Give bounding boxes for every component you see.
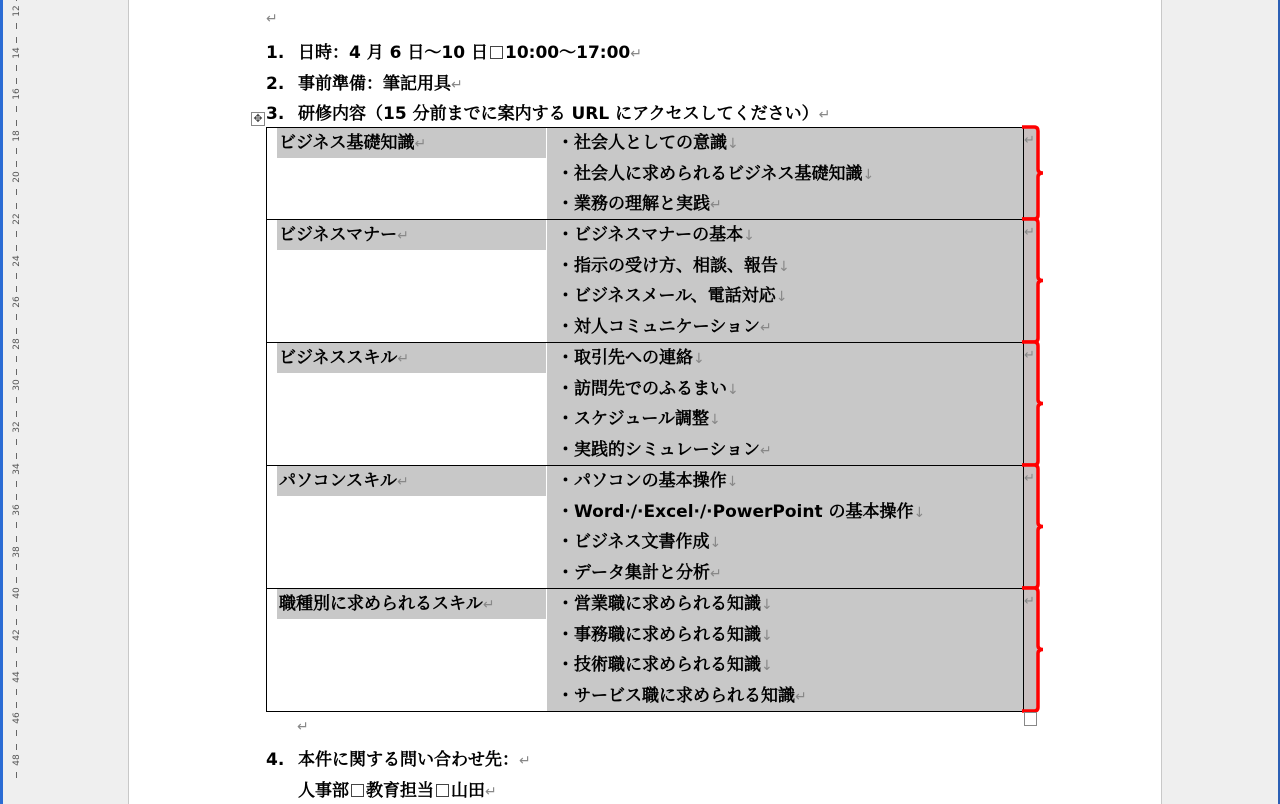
paragraph-mark: ↵ [482, 597, 495, 613]
list-number: 1. [266, 43, 285, 63]
list-text: 事前準備：筆記用具 [298, 74, 451, 94]
row-end-mark: ↵ [1024, 471, 1035, 486]
ruler-label: 18 [12, 130, 22, 142]
ruler-label: 24 [12, 254, 22, 267]
line-break-mark: ↓ [726, 474, 739, 490]
topic-text: Word·/·Excel·/·PowerPoint の基本操作 [574, 501, 914, 522]
list-text: 研修内容（15 分前までに案内する URL にアクセスしてください） [298, 104, 819, 124]
paragraph-mark: ↵ [710, 197, 722, 214]
category-label [277, 589, 546, 619]
category-cell[interactable] [267, 343, 548, 465]
topic-text: サービス職に求められる知識 [574, 686, 795, 707]
topic-text: 業務の理解と実践 [574, 194, 710, 215]
list-item-1 [266, 38, 642, 63]
list-number: 4. [266, 750, 285, 770]
ruler-label: 12 [12, 5, 22, 17]
line-break-mark: ↓ [693, 351, 705, 367]
paragraph-mark: ↵ [519, 753, 531, 769]
bullet: ・ [557, 163, 574, 184]
ruler-label: 42 [12, 629, 22, 641]
bullet: ・ [557, 563, 574, 584]
empty-paragraph [297, 716, 309, 736]
department: 人事部 [298, 781, 349, 801]
topic-item [547, 220, 1023, 251]
ruler-mark [16, 730, 17, 736]
category-cell[interactable] [267, 220, 548, 342]
category-text: パソコンスキル [279, 471, 397, 491]
bullet: ・ [557, 532, 574, 553]
ruler-label: 20 [12, 171, 22, 184]
full-width-space [436, 784, 449, 797]
paragraph-mark: ↵ [759, 443, 772, 460]
ruler-label: 28 [12, 338, 22, 350]
ruler-mark [16, 661, 17, 667]
ruler-label: 46 [12, 712, 22, 724]
category-text: ビジネス基礎知識 [279, 133, 415, 153]
row-end-mark: ↵ [1024, 225, 1035, 240]
bullet: ・ [557, 255, 574, 276]
line-break-mark: ↓ [709, 535, 722, 552]
paragraph-mark: ↵ [451, 77, 463, 93]
paragraph-mark: ↵ [710, 566, 722, 583]
topic-item [547, 681, 1023, 712]
bullet: ・ [557, 348, 574, 368]
table-move-handle-icon[interactable]: ✥ [251, 112, 265, 126]
topic-item [547, 374, 1023, 405]
paragraph-mark: ↵ [396, 474, 409, 490]
bullet: ・ [557, 501, 574, 522]
ruler-mark [16, 314, 17, 320]
list-number: 3. [266, 104, 285, 124]
topic-item [547, 159, 1023, 190]
ruler-mark [16, 411, 17, 417]
topic-text: ビジネス文書作成 [574, 532, 710, 553]
ruler-mark [16, 37, 17, 43]
topic-item [547, 281, 1023, 312]
bullet: ・ [557, 440, 574, 461]
ruler-mark [16, 605, 17, 611]
vertical-ruler [0, 0, 28, 804]
topic-text: ビジネスマナーの基本 [574, 225, 744, 245]
ruler-mark [16, 689, 17, 695]
topic-item [547, 466, 1023, 497]
category-cell[interactable] [267, 466, 548, 588]
topic-text: 営業職に求められる知識 [574, 594, 761, 614]
ruler-mark [16, 453, 17, 459]
line-break-mark: ↓ [913, 504, 926, 521]
paragraph-mark: ↵ [485, 784, 497, 800]
ruler-mark [16, 494, 17, 500]
ruler-mark [16, 564, 17, 570]
topics-cell[interactable] [547, 128, 1023, 219]
ruler-mark [16, 0, 17, 1]
topic-text: 対人コミュニケーション [574, 317, 760, 338]
ruler-mark [16, 203, 17, 209]
ruler-mark [16, 702, 17, 708]
topic-item [547, 497, 1023, 528]
red-brace-annotation [1022, 340, 1052, 467]
topic-item [547, 527, 1023, 558]
bullet: ・ [557, 194, 574, 215]
line-break-mark: ↓ [727, 136, 739, 152]
table-row [266, 465, 1024, 589]
line-break-mark: ↓ [862, 166, 875, 183]
topic-item [547, 435, 1023, 466]
ruler-mark [16, 273, 17, 279]
line-break-mark: ↓ [727, 381, 739, 398]
bullet: ・ [557, 655, 574, 676]
topic-item [547, 189, 1023, 220]
topics-cell[interactable] [547, 466, 1023, 588]
ruler-mark [16, 78, 17, 84]
ruler-label: 26 [12, 296, 22, 308]
ruler-label: 22 [12, 213, 22, 225]
topic-text: データ集計と分析 [574, 563, 710, 584]
paragraph-mark: ↵ [759, 320, 772, 337]
ruler-mark [16, 369, 17, 375]
topic-text: 技術職に求められる知識 [574, 655, 761, 676]
ruler-label: 48 [12, 754, 22, 766]
line-break-mark: ↓ [778, 258, 790, 275]
bullet: ・ [557, 409, 574, 430]
line-break-mark: ↓ [775, 289, 788, 306]
ruler-mark [16, 356, 17, 362]
topics-cell[interactable] [547, 220, 1023, 342]
topics-cell[interactable] [547, 589, 1023, 711]
paragraph-mark: ↵ [795, 689, 807, 706]
ruler-label: 44 [12, 670, 22, 683]
topic-item [547, 312, 1023, 343]
role: 教育担当 [366, 781, 434, 801]
line-break-mark: ↓ [743, 228, 755, 244]
ruler-label: 40 [12, 587, 22, 600]
contact-name: 山田 [451, 781, 485, 801]
row-end-mark: ↵ [1024, 133, 1035, 148]
list-item-4 [266, 745, 531, 770]
bullet: ・ [557, 594, 574, 614]
ruler-label: 34 [12, 462, 22, 475]
ruler-mark [16, 328, 17, 334]
list-number: 2. [266, 74, 285, 94]
full-width-space [490, 46, 503, 59]
paragraph-mark: ↵ [397, 351, 410, 367]
bullet: ・ [557, 225, 574, 245]
topic-item [547, 343, 1023, 374]
ruler-mark [16, 148, 17, 154]
ruler-mark [16, 23, 17, 29]
list-item-3 [266, 99, 830, 124]
topic-item [547, 251, 1023, 282]
table-row [266, 127, 1024, 220]
row-end-mark: ↵ [1024, 594, 1035, 609]
ruler-label: 16 [12, 88, 22, 100]
category-label [277, 220, 546, 250]
table-row [266, 342, 1024, 466]
line-break-mark: ↓ [761, 627, 773, 644]
topic-text: 事務職に求められる知識 [574, 624, 761, 645]
topic-item [547, 650, 1023, 681]
topic-text: 取引先への連絡 [574, 348, 693, 368]
ruler-mark [16, 286, 17, 292]
topic-text: ビジネスメール、電話対応 [574, 286, 776, 307]
red-brace-annotation [1022, 217, 1052, 344]
ruler-mark [16, 577, 17, 583]
table-row [266, 588, 1024, 712]
ruler-mark [16, 522, 17, 528]
ruler-mark [16, 647, 17, 653]
ruler-mark [16, 397, 17, 403]
topic-item [547, 128, 1023, 159]
ruler-mark [16, 245, 17, 251]
bullet: ・ [557, 378, 574, 399]
ruler-label: 30 [12, 379, 22, 392]
paragraph-mark: ↵ [818, 107, 831, 123]
contact-line [298, 776, 497, 801]
topic-item [547, 620, 1023, 651]
ruler-mark [16, 120, 17, 126]
bullet: ・ [557, 317, 574, 338]
ruler-mark [16, 106, 17, 112]
bullet: ・ [557, 286, 574, 307]
bullet: ・ [557, 624, 574, 645]
topic-item [547, 404, 1023, 435]
topic-text: スケジュール調整 [574, 409, 709, 430]
bullet: ・ [557, 133, 574, 153]
ruler-label: 14 [12, 46, 22, 59]
full-width-space [351, 784, 364, 797]
paragraph-mark: ↵ [397, 228, 409, 244]
topic-text: 社会人に求められるビジネス基礎知識 [574, 163, 863, 184]
category-label [277, 128, 546, 158]
line-break-mark: ↓ [761, 597, 773, 613]
topic-item [547, 589, 1023, 620]
topics-cell[interactable] [547, 343, 1023, 465]
category-cell[interactable] [267, 128, 548, 219]
line-break-mark: ↓ [761, 658, 773, 675]
list-item-2 [266, 69, 463, 94]
category-text: ビジネススキル [279, 348, 398, 368]
ruler-label: 32 [12, 421, 22, 433]
list-text: 本件に関する問い合わせ先： [298, 750, 519, 770]
category-text: ビジネスマナー [279, 225, 398, 245]
line-break-mark: ↓ [708, 412, 721, 429]
red-brace-annotation [1022, 586, 1052, 713]
document-page[interactable] [128, 0, 1162, 804]
topic-text: パソコンの基本操作 [574, 471, 727, 491]
topic-text: 実践的シミュレーション [574, 440, 760, 461]
topic-text: 指示の受け方、相談、報告 [574, 255, 778, 276]
ruler-mark [16, 744, 17, 750]
paragraph-mark: ↵ [414, 136, 427, 152]
ruler-mark [16, 481, 17, 487]
category-label [277, 343, 546, 373]
ruler-mark [16, 439, 17, 445]
list-text: 10:00〜17:00 [505, 43, 631, 63]
bullet: ・ [557, 471, 574, 491]
bullet: ・ [557, 686, 574, 707]
list-text: 日時：4 月 6 日〜10 日 [298, 43, 488, 63]
ruler-mark [16, 161, 17, 167]
category-cell[interactable] [267, 589, 548, 711]
ruler-mark [16, 772, 17, 778]
ruler-label: 36 [12, 504, 22, 516]
paragraph-mark: ↵ [297, 719, 309, 735]
row-end-mark: ↵ [1024, 348, 1035, 363]
topic-item [547, 558, 1023, 589]
ruler-mark [16, 619, 17, 625]
red-brace-annotation [1022, 463, 1052, 590]
table-end-marker [1024, 712, 1037, 726]
red-brace-annotation [1022, 125, 1052, 221]
category-text: 職種別に求められるスキル [279, 594, 483, 614]
paragraph-mark: ↵ [630, 46, 642, 62]
ruler-mark [16, 65, 17, 71]
ruler-mark [16, 536, 17, 542]
table-row [266, 219, 1024, 343]
ruler-mark [16, 231, 17, 237]
topic-text: 訪問先でのふるまい [574, 378, 727, 399]
paragraph-mark: ↵ [266, 11, 278, 27]
category-label [277, 466, 546, 496]
topic-text: 社会人としての意識 [574, 133, 727, 153]
ruler-mark [16, 189, 17, 195]
ruler-label: 38 [12, 546, 22, 558]
empty-paragraph [266, 8, 278, 28]
